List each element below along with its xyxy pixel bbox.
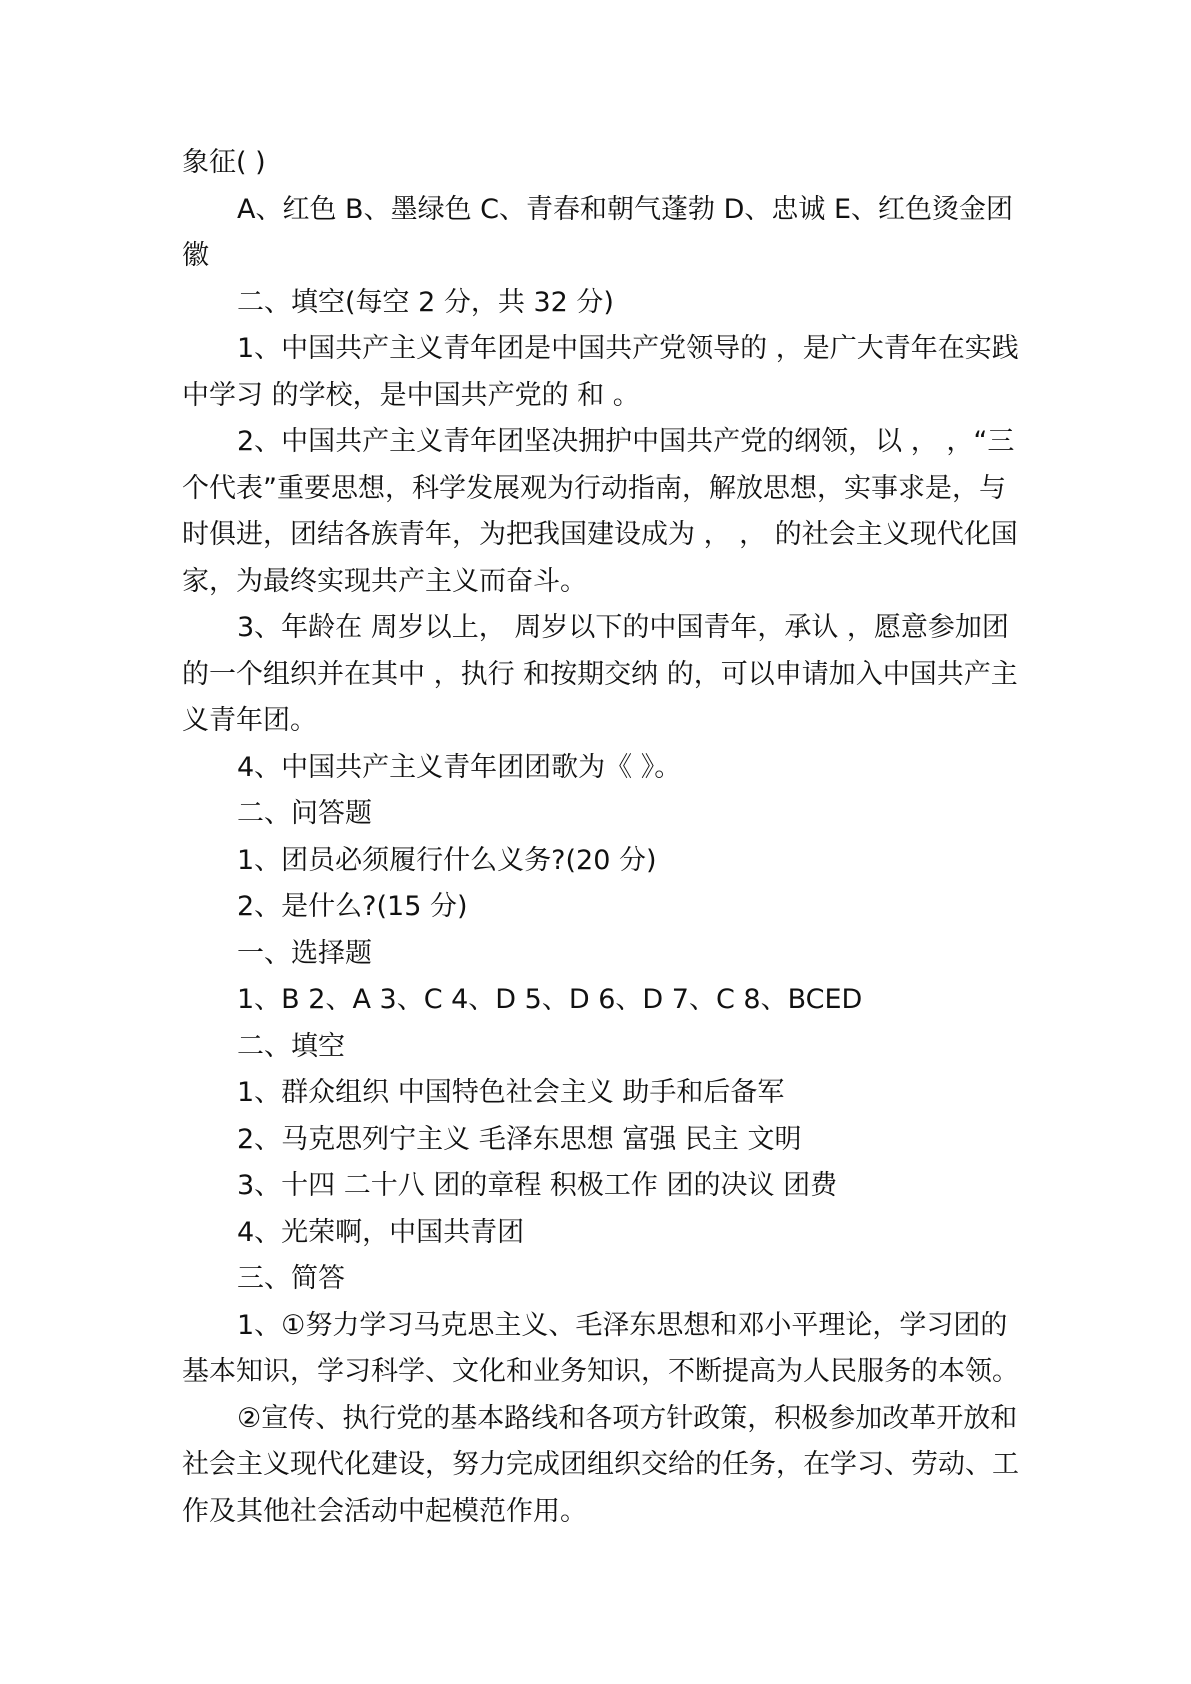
answer-fill-blank-4: 4、光荣啊，中国共青团: [237, 1216, 525, 1248]
paragraph-symbol-question-tail: 象征( ): [182, 147, 266, 178]
answer-fill-blank-2: 2、马克思列宁主义 毛泽东思想 富强 民主 文明: [237, 1123, 802, 1155]
fill-blank-question-1: 1、中国共产主义青年团是中国共产党领导的 ，是广大青年在实践中学习 的学校，是中国共产党的 和 。: [182, 333, 1019, 411]
fill-blank-question-3: 3、年龄在 周岁以上， 周岁以下的中国青年，承认 ，愿意参加团的一个组织并在其中 ，执行 和按期交纳 的，可以申请加入中国共产主义青年团。: [182, 612, 1018, 736]
answer-heading-fill-blank: 二、填空: [237, 1030, 345, 1062]
fill-blank-question-4: 4、中国共产主义青年团团歌为《 》。: [237, 751, 682, 783]
document-page: [182, 140, 1022, 1535]
answer-choice-list: 1、B 2、A 3、C 4、D 5、D 6、D 7、C 8、BCED: [237, 984, 863, 1015]
section-heading-fill-blank: 二、填空(每空 2 分，共 32 分): [237, 286, 614, 318]
answer-short-1-part-1: 1、①努力学习马克思主义、毛泽东思想和邓小平理论，学习团的基本知识，学习科学、文化和业务知识，不断提高为人民服务的本领。: [182, 1309, 1019, 1387]
answer-fill-blank-3: 3、十四 二十八 团的章程 积极工作 团的决议 团费: [237, 1170, 838, 1201]
answer-heading-short: 三、简答: [237, 1263, 345, 1294]
paragraph-choice-options: A、红色 B、墨绿色 C、青春和朝气蓬勃 D、忠诚 E、红色烫金团徽: [182, 193, 1014, 271]
fill-blank-question-2: 2、中国共产主义青年团坚决拥护中国共产党的纲领，以 ， ，“三个代表”重要思想，科学发展观为行动指南，解放思想，实事求是，与时俱进，团结各族青年，为把我国建设成为 ， ， 的社会主义现代化国家，为最终实现共产主义而奋斗。: [182, 426, 1018, 597]
qa-question-1: 1、团员必须履行什么义务?(20 分): [237, 844, 657, 876]
qa-question-2: 2、是什么?(15 分): [237, 891, 468, 922]
answer-short-1-part-2: ②宣传、执行党的基本路线和各项方针政策，积极参加改革开放和社会主义现代化建设，努力完成团组织交给的任务，在学习、劳动、工作及其他社会活动中起模范作用。: [182, 1402, 1019, 1527]
answer-heading-choice: 一、选择题: [237, 937, 372, 969]
answer-fill-blank-1: 1、群众组织 中国特色社会主义 助手和后备军: [237, 1077, 785, 1108]
section-heading-qa: 二、问答题: [237, 798, 372, 829]
